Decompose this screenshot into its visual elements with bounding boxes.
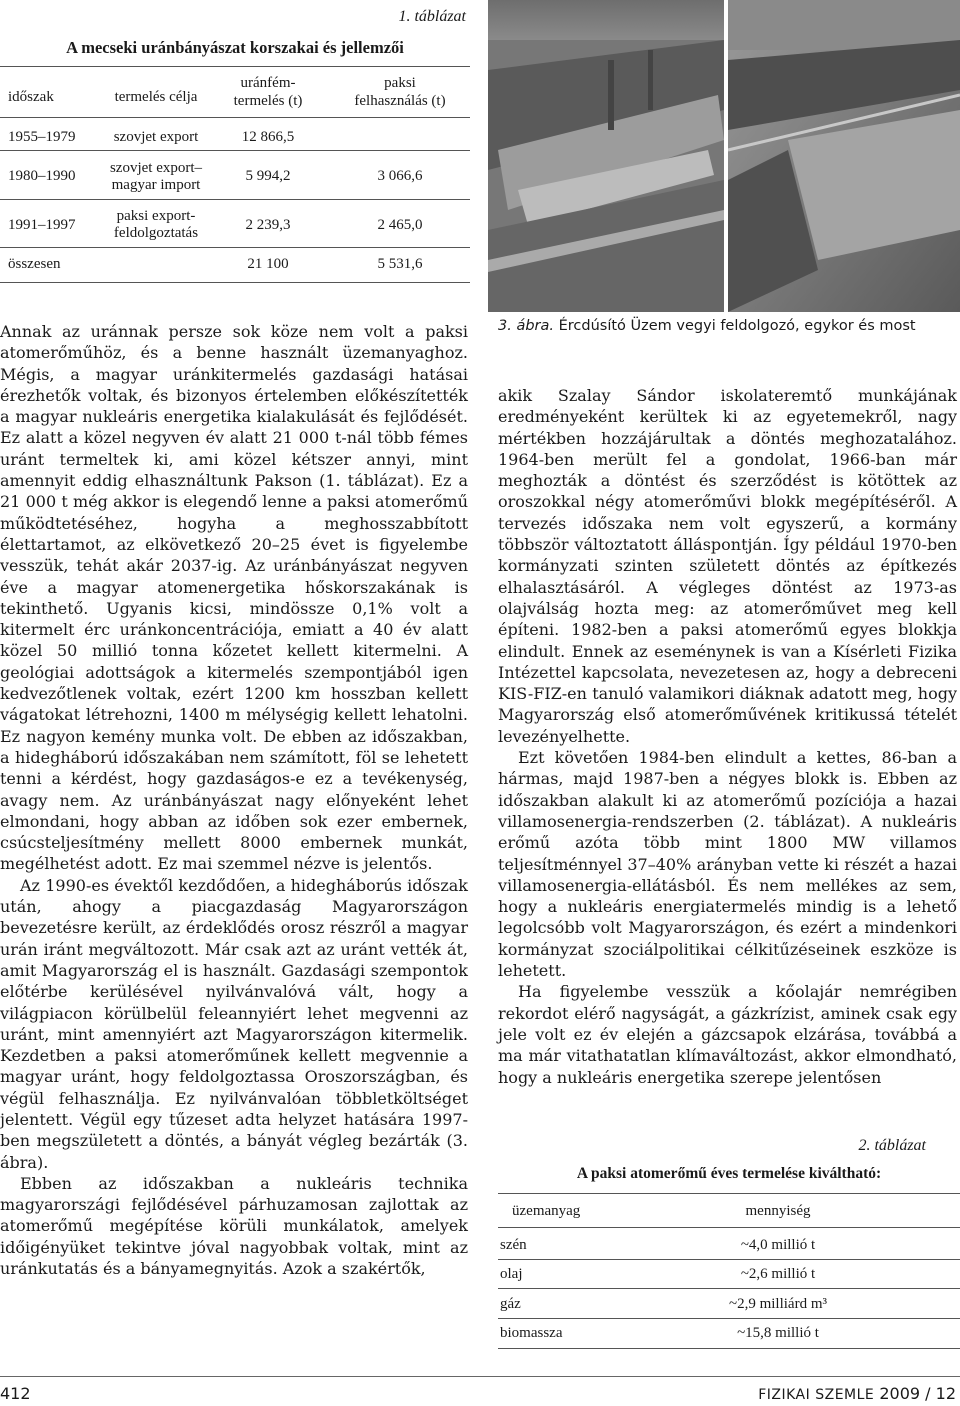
row-1991-purpose-line1: paksi export-: [116, 208, 196, 224]
row-coal-fuel: szén: [500, 1237, 527, 1253]
photo-left-horizon: [488, 0, 724, 40]
row-rule: [498, 1288, 960, 1289]
header-metal-line1: uránfém-: [240, 75, 296, 91]
row-1991-purpose-line2: feldolgoztatás: [113, 225, 199, 241]
header-fuel: üzemanyag: [512, 1203, 581, 1219]
row-1991-period: 1991–1997: [8, 217, 76, 233]
table-1-bottom-rule: [0, 282, 470, 283]
row-rule: [0, 150, 470, 151]
table-2-number: 2. táblázat: [858, 1137, 926, 1154]
header-paks-line1: paksi: [384, 75, 416, 91]
table-1-number: 1. táblázat: [398, 8, 466, 25]
row-1955-metal: 12 866,5: [241, 129, 295, 145]
header-metal-line2: termelés (t): [233, 93, 303, 109]
paragraph: Annak az uránnak persze sok köze nem volt a paksi atomerőműhöz, és a benne használt üzemanyaghoz. Mégis, a magyar uránkitermelés gazdasági hatásai érezhetők voltak, és bizonyos értelemben előkészítették a magyar nukleáris energetika kialakulását és fejlődését. Ez alatt a közel negyven év alatt 21 000 t-nál több fémes uránt termeltek ki, ami közel kétszer annyi, mint amennyit eddig elhasználtunk Pakson (1. táblázat). Ez a 21 000 t még akkor is elegendő lenne a paksi atomerőmű működtetéséhez, hogyha a meghosszabbított élettartamot, az elkövetkező 20–25 évet is figyelembe vesszük, tehát akár 2037-ig. Az uránbányászat negyven éve a magyar atomenergetika hőskorszakának is tekinthető. Ugyanis kicsi, mindössze 0,1% volt a kitermelt érc uránkoncentrációja, emiatt a 40 év alatt közel 50 millió tonna kőzetet kellett kitermelni. A geológiai adottságok a kitermelés szempontjából igen kedvezőtlenek voltak, ezért 1200 km hosszban kellett vágatokat létrehozni, 1400 m mélységig kellett lehatolni. Ez nagyon kemény munka volt. De ebben az időszakban, a hidegháború időszakában nem számított, föl se lehetett tenni a kérdést, hogy gazdaságos-e ez a tevékenység, avagy nem. Az uránbányászat nagy előnyeként lehet elmondani, hogy abban az időben sok ezer embernek, csúcsteljesítmény mellett 8000 embernek munkát, megélhetést adott. Ez mai szemmel nézve is jelentős.: [0, 322, 468, 874]
aerial-photo: [488, 0, 960, 312]
row-biomass-amount: ~15,8 millió t: [737, 1325, 819, 1341]
photo-right-horizon: [728, 0, 960, 50]
table-2-bottom-rule: [498, 1348, 960, 1349]
row-gas-fuel: gáz: [500, 1296, 521, 1312]
page-number: 412: [0, 1384, 31, 1403]
photo-left-chimney: [608, 60, 614, 130]
table-1: [0, 0, 470, 290]
row-1955-purpose: szovjet export: [113, 129, 199, 145]
row-rule: [0, 199, 470, 200]
journal-title: FIZIKAI SZEMLE: [758, 1387, 875, 1403]
figure-label: 3. ábra.: [498, 318, 554, 334]
row-1955-period: 1955–1979: [8, 129, 76, 145]
footer-rule: [0, 1376, 960, 1377]
paragraph: Az 1990-es évektől kezdődően, a hidegháborús időszak után, ahogy a piacgazdaság Magyarországon bevezetésre került, az érdeklődés orosz részről a magyar urán iránt megváltozott. Már csak azt az uránt vették át, amit Magyarország el is használt. Gazdasági szempontok előtérbe kerülésével nyilvánvalóvá vált, hogy a világpiacon körülbelül feleannyiért lehet megvenni az uránt, mint amennyiért azt Magyarországon kitermelik. Kezdetben a paksi atomerőműnek kellett megvennie a magyar uránt, hogy feldolgoztassa Oroszországban, és végül felhasználja. Ez nyilvánvalóan többletköltséget jelentett. Végül egy tűzeset adta helyzet hatására 1997-ben megszületett a döntés, a bányát végleg bezárták (3. ábra).: [0, 875, 468, 1172]
paragraph: Ebben az időszakban a nukleáris technika magyarországi fejlődésével párhuzamosan zajlottak az atomerőmű megépítése körüli munkálatok, amelyek időigényüket tekintve jóval nagyobbak voltak, mint az uránkutatás és a bányamegnyitás. Azok a szakértők,: [0, 1173, 468, 1279]
row-coal-amount: ~4,0 millió t: [740, 1237, 816, 1253]
table-2: [498, 1127, 960, 1352]
right-column: [498, 385, 957, 1088]
row-1980-paks: 3 066,6: [377, 168, 423, 184]
table-2-header-rule: [498, 1227, 960, 1228]
row-rule: [0, 247, 470, 248]
header-amount: mennyiség: [745, 1203, 811, 1219]
header-purpose: termelés célja: [114, 89, 198, 105]
header-paks-line2: felhasználás (t): [354, 93, 446, 109]
row-1980-period: 1980–1990: [8, 168, 76, 184]
row-1980-purpose-line1: szovjet export–: [109, 160, 203, 176]
paragraph: akik Szalay Sándor iskolateremtő munkájának eredményeként kerültek ki az egyetemekről, nagy mértékben hozzájárultak a döntés meghozatalához. 1964-ben merült fel a gondolat, 1966-ban már meghozták a döntést és szerződést is kötöttek az oroszokkal négy atomerőművi blokk megépítéséről. A tervezés időszaka nem volt egyszerű, a kormány többször változtatott álláspontján. Így például 1970-ben kormányzati szinten született döntés az építkezés elhalasztásáról. A végleges döntést az 1973-as olajválság hozta meg: az atomerőművet meg kell építeni. 1982-ben a paksi atomerőmű egyes blokkja elindult. Ennek az eseménynek is van a Kísérleti Fizika Intézettel kapcsolata, nevezetesen az, hogy a debreceni KIS-FIZ-en tanuló valamikori diáknak adatott meg, hogy Magyarország első atomerőművének kritikussá tételét levezényelhette.: [498, 386, 957, 746]
row-1991-metal: 2 239,3: [245, 217, 291, 233]
journal-name: [758, 1384, 956, 1403]
row-biomass-fuel: biomassza: [500, 1325, 563, 1341]
row-rule: [498, 1259, 960, 1260]
row-1980-metal: 5 994,2: [245, 168, 291, 184]
total-paks: 5 531,6: [377, 256, 423, 272]
row-1980-purpose-line2: magyar import: [111, 177, 201, 193]
photo-left-chimney: [648, 50, 653, 110]
total-metal: 21 100: [247, 256, 289, 272]
table-1-title: A mecseki uránbányászat korszakai és jellemzői: [66, 38, 404, 57]
figure-caption-text: Ércdúsító Üzem vegyi feldolgozó, egykor és most: [558, 318, 916, 334]
total-label: összesen: [8, 256, 61, 272]
header-period: időszak: [8, 89, 54, 105]
photo-divider: [724, 0, 728, 312]
row-rule: [498, 1318, 960, 1319]
paragraph: Ha figyelembe vesszük a kőolajár nemrégiben rekordot elérő nagyságát, a gázkrízist, aminek csak egy jele volt ez év elején a gázcsapok elzárása, továbbá a ma már vitathatatlan klímaváltozást, akkor elmondható, hogy a nukleáris energetika szerepe jelentősen: [498, 982, 957, 1087]
journal-issue: 2009 / 12: [879, 1384, 956, 1403]
table-1-header-rule: [0, 117, 470, 118]
figure-caption: [498, 318, 916, 334]
paragraph: Ezt követően 1984-ben elindult a kettes, 86-ban a hármas, majd 1987-ben a négyes blokk is. Ebben az időszakban alakult ki az atomerőmű pozíciója a hazai villamosenergia-rendszerben (2. táblázat). A nukleáris erőmű azóta több mint 1800 MW villamos teljesítménnyel 37–40% arányban vette ki részét a hazai villamosenergia-ellátásból. És nem mellékes az sem, hogy a nukleáris energiatermelés mindig is a lehető legolcsóbb volt Magyarországon, és ezért a mindenkori kormányzat szociálpolitikai célkitűzéseinek eszköze is lehetett.: [498, 748, 957, 981]
left-column: [0, 321, 468, 1279]
row-gas-amount: ~2,9 milliárd m³: [728, 1296, 828, 1312]
row-oil-fuel: olaj: [500, 1266, 523, 1282]
row-oil-amount: ~2,6 millió t: [740, 1266, 816, 1282]
table-1-top-rule: [0, 66, 470, 67]
table-2-title: A paksi atomerőmű éves termelése kiváltható:: [576, 1165, 882, 1182]
table-2-top-rule: [498, 1193, 960, 1194]
row-1991-paks: 2 465,0: [377, 217, 423, 233]
